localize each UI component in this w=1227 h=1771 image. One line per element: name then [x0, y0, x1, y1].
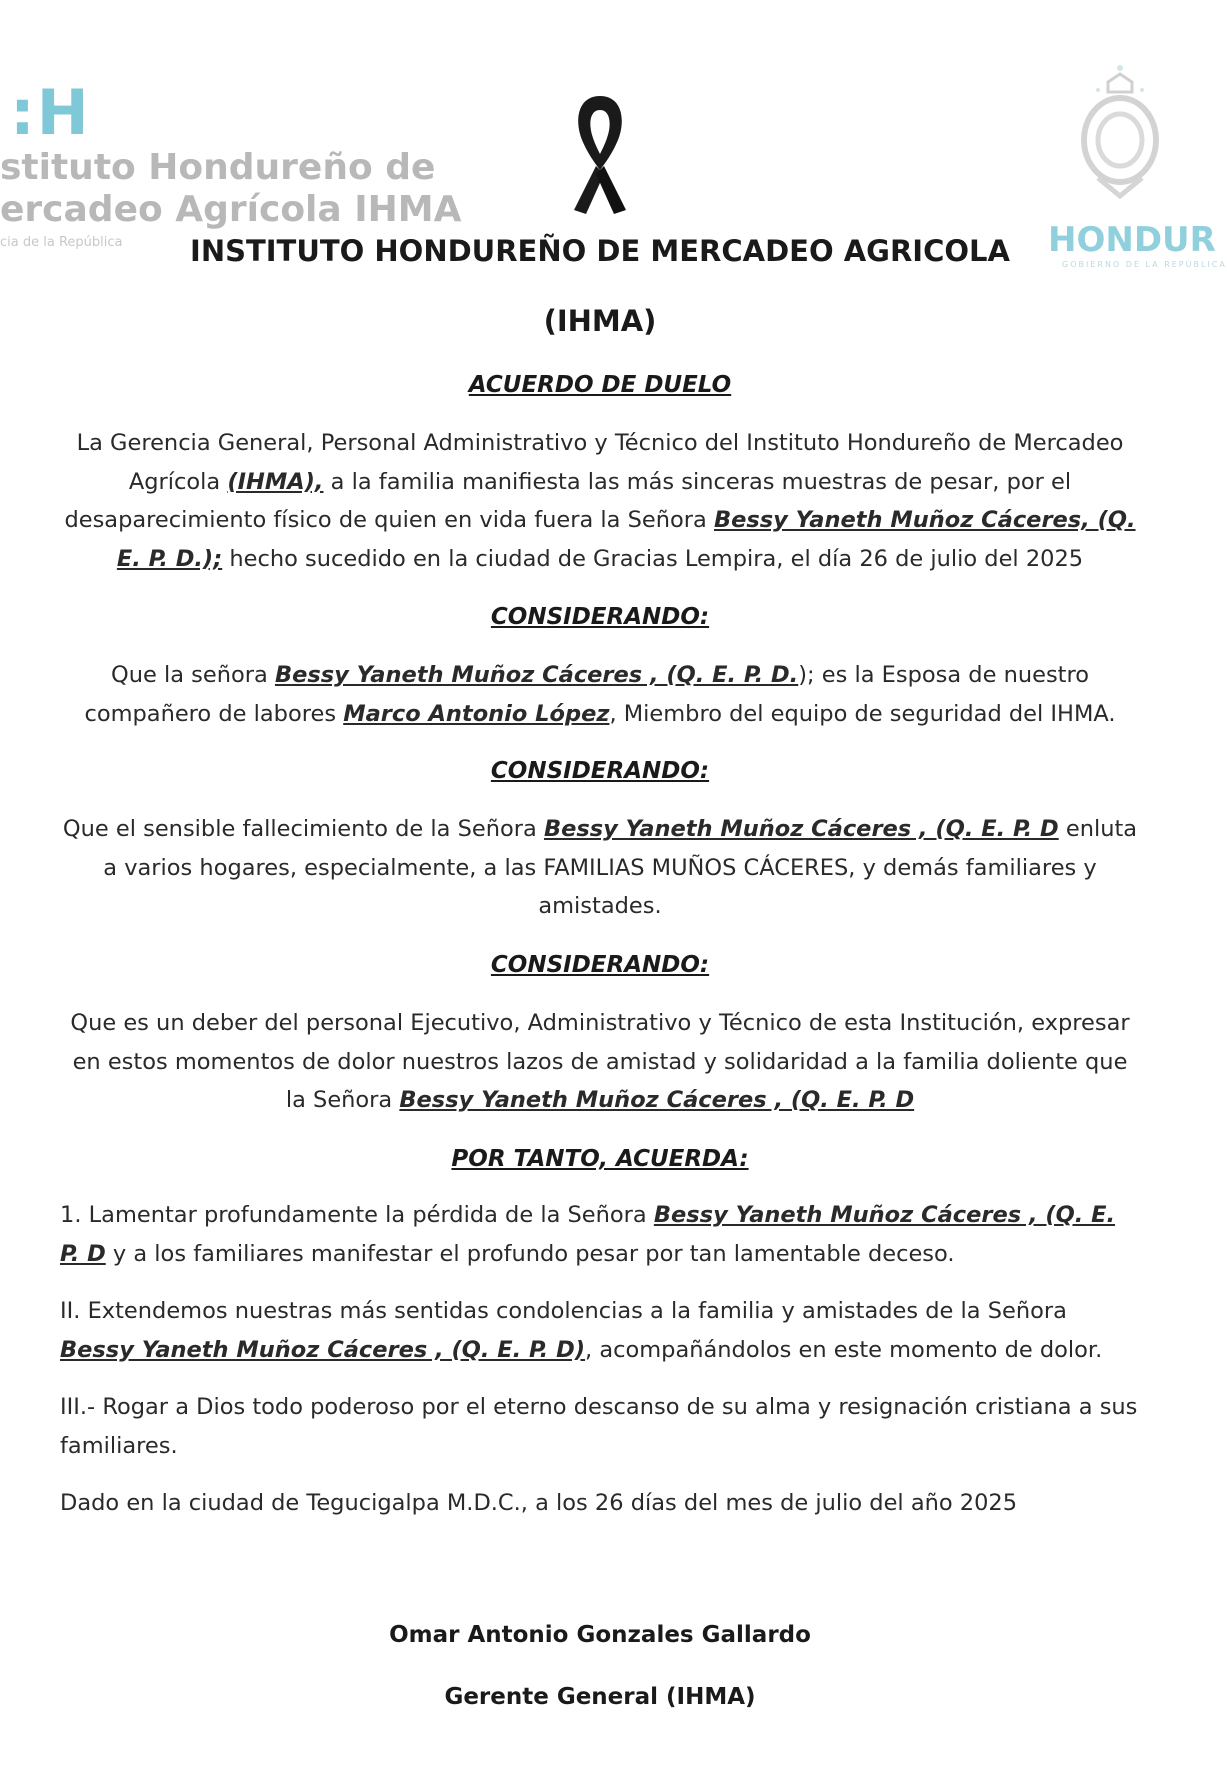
spouse-name: Marco Antonio López: [343, 700, 610, 727]
considerando-paragraph-2: [60, 810, 1140, 926]
ihma-acronym: (IHMA),: [227, 468, 324, 495]
deceased-name: Bessy Yaneth Muñoz Cáceres , (Q. E. P. D: [399, 1087, 915, 1113]
ihma-logo-line-1: stituto Hondureño de: [0, 147, 436, 188]
ihma-logo-mark: :H: [10, 76, 91, 149]
deceased-name: Bessy Yaneth Muñoz Cáceres , (Q. E. P. D.: [274, 662, 799, 688]
resolution-1: [60, 1196, 1140, 1273]
honduras-logo-subtitle: GOBIERNO DE LA REPÚBLICA: [1062, 260, 1227, 269]
r1-text-1: 1. Lamentar profundamente la pérdida de la Señora: [60, 1202, 654, 1228]
coat-of-arms-icon: [1068, 60, 1168, 210]
acuerda-heading: POR TANTO, ACUERDA:: [451, 1146, 749, 1172]
c1-text-3: , Miembro del equipo de seguridad del IHMA.: [609, 700, 1116, 727]
considerando-heading-1: CONSIDERANDO:: [490, 604, 710, 630]
acuerdo-heading: ACUERDO DE DUELO: [468, 372, 732, 398]
resolution-3: III.- Rogar a Dios todo poderoso por el eterno descanso de su alma y resignación cristiana a sus familiares.: [60, 1394, 1138, 1459]
c2-text-1: Que el sensible fallecimiento de la Señora: [62, 816, 544, 842]
ihma-logo-line-2: ercadeo Agrícola IHMA: [0, 189, 462, 230]
deceased-name: Bessy Yaneth Muñoz Cáceres , (Q. E. P. D: [60, 1202, 1116, 1267]
signatory-name: Omar Antonio Gonzales Gallardo: [389, 1622, 811, 1648]
considerando-heading-2: CONSIDERANDO:: [490, 758, 710, 784]
c2-text-2: enluta a varios hogares, especialmente, a las FAMILIAS MUÑOS CÁCERES, y demás familiares y amistades.: [103, 816, 1138, 919]
signatory-role: Gerente General (IHMA): [444, 1684, 756, 1710]
honduras-logo-word: HONDUR: [1048, 220, 1216, 260]
resolution-2: [60, 1292, 1140, 1369]
mourning-ribbon-icon: [560, 88, 640, 218]
intro-text-2: a la familia manifiesta las más sinceras muestras de pesar, por el desaparecimiento físico de quien en vida fuera la Señora: [64, 468, 1072, 533]
ihma-logo-line-3: cia de la República: [0, 235, 123, 250]
deceased-name: Bessy Yaneth Muñoz Cáceres , (Q. E. P. D: [543, 816, 1059, 842]
r2-text-2: , acompañándolos en este momento de dolor.: [585, 1336, 1103, 1363]
r2-text-1: II. Extendemos nuestras más sentidas condolencias a la familia y amistades de la Señora: [60, 1298, 1067, 1324]
intro-text-3: hecho sucedido en la ciudad de Gracias Lempira, el día 26 de julio del 2025: [222, 545, 1084, 572]
institution-title: INSTITUTO HONDUREÑO DE MERCADEO AGRICOLA: [190, 234, 1010, 268]
date-place-line: Dado en la ciudad de Tegucigalpa M.D.C., a los 26 días del mes de julio del año 2025: [60, 1490, 1018, 1516]
considerando-paragraph-3: [60, 1004, 1140, 1120]
r1-text-2: y a los familiares manifestar el profundo pesar por tan lamentable deceso.: [105, 1240, 955, 1267]
intro-text-1: La Gerencia General, Personal Administrativo y Técnico del Instituto Hondureño de Mercadeo Agrícola: [76, 430, 1124, 495]
considerando-paragraph-1: [60, 656, 1140, 733]
c1-text-2: ); es la Esposa de nuestro compañero de labores: [84, 662, 1090, 727]
c1-text-1: Que la señora: [110, 662, 275, 688]
c3-text-1: Que es un deber del personal Ejecutivo, Administrativo y Técnico de esta Institución, expresar en estos momentos de dolor nuestros lazos de amistad y solidaridad a la familia doliente que la Señora: [70, 1010, 1130, 1113]
deceased-name: Bessy Yaneth Muñoz Cáceres , (Q. E. P. D): [60, 1336, 586, 1363]
ihma-logo: [0, 70, 510, 260]
considerando-heading-3: CONSIDERANDO:: [490, 952, 710, 978]
deceased-name: Bessy Yaneth Muñoz Cáceres, (Q. E. P. D.);: [116, 507, 1136, 572]
intro-paragraph: [60, 424, 1140, 578]
institution-acronym: (IHMA): [543, 304, 657, 338]
